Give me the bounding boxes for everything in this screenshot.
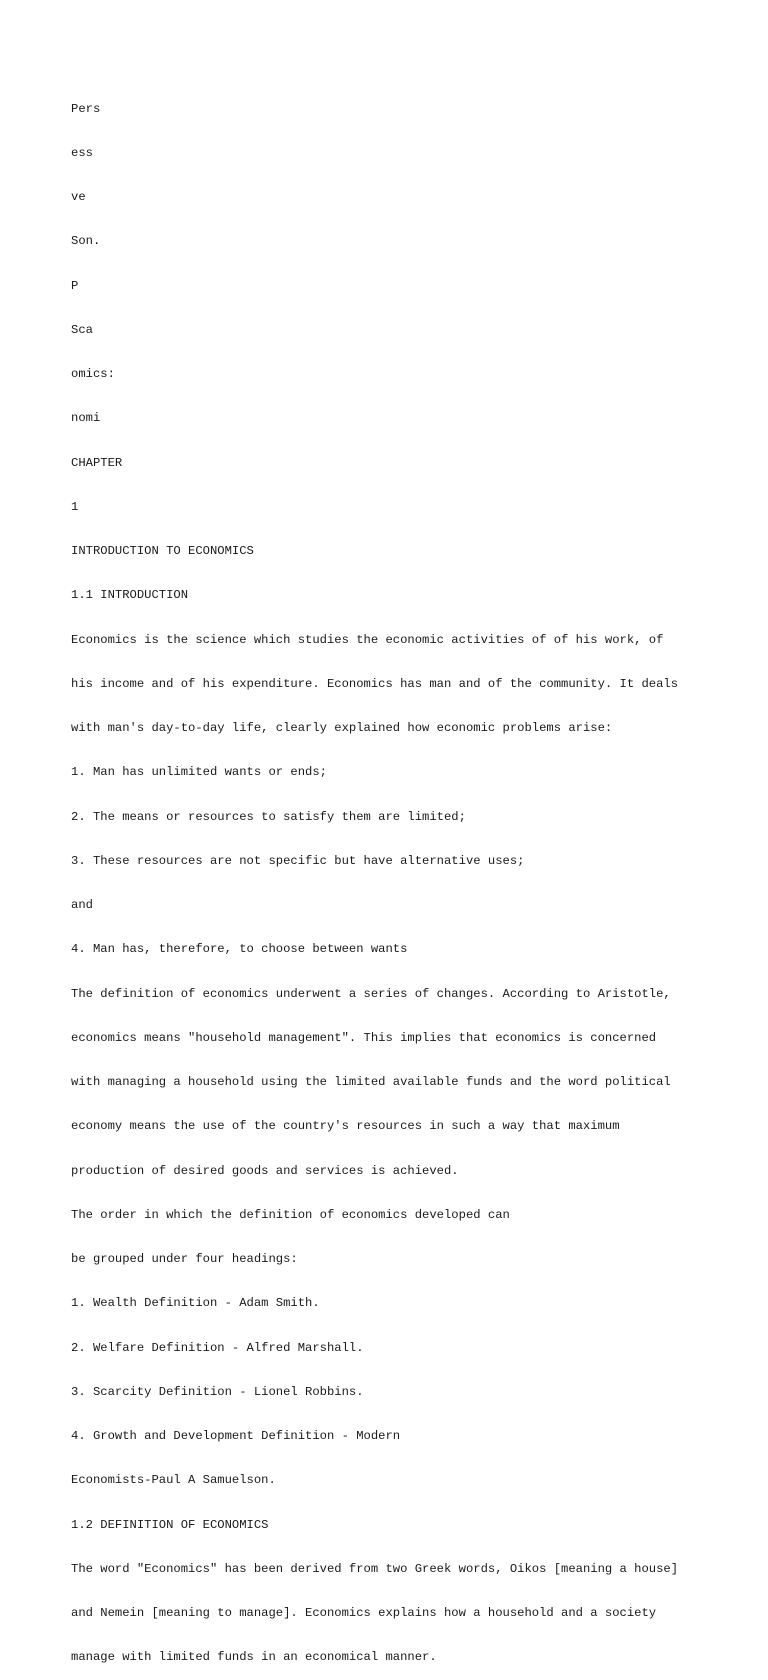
chapter-label: CHAPTER <box>71 455 123 470</box>
paragraph-line: The word "Economics" has been derived from two Greek words, Oikos [meaning a house] <box>71 1561 679 1576</box>
list-item: 4. Growth and Development Definition - Modern <box>71 1429 401 1443</box>
paragraph-line: production of desired goods and services is achieved. <box>71 1163 459 1178</box>
section-heading: 1.2 DEFINITION OF ECONOMICS <box>71 1517 269 1532</box>
paragraph-line: with managing a household using the limited available funds and the word political <box>71 1075 671 1089</box>
section-heading: 1.1 INTRODUCTION <box>71 588 189 603</box>
list-item: 4. Man has, therefore, to choose between wants <box>71 942 408 957</box>
paragraph-line: be grouped under four headings: <box>71 1252 298 1266</box>
list-item: 1. Man has unlimited wants or ends; <box>71 765 327 780</box>
list-item: 2. The means or resources to satisfy them are limited; <box>71 809 466 824</box>
chapter-number: 1 <box>71 499 79 514</box>
fragment-line: ve <box>71 190 86 204</box>
paragraph-line: Economics is the science which studies the economic activities of of his work, of <box>71 632 664 647</box>
fragment-line: Son. <box>71 234 101 249</box>
paragraph-line: and Nemein [meaning to manage]. Economics explains how a household and a society <box>71 1606 657 1620</box>
chapter-title: INTRODUCTION TO ECONOMICS <box>71 544 254 558</box>
paragraph-line: The definition of economics underwent a series of changes. According to Aristotle, <box>71 986 671 1001</box>
paragraph-line: The order in which the definition of economics developed can <box>71 1207 510 1222</box>
list-item: Economists-Paul A Samuelson. <box>71 1473 276 1488</box>
fragment-line: Sca <box>71 322 93 337</box>
paragraph-line: with man's day-to-day life, clearly explained how economic problems arise: <box>71 721 613 735</box>
paragraph-line: manage with limited funds in an economical manner. <box>71 1650 437 1665</box>
fragment-line: nomi <box>71 411 101 426</box>
fragment-line: P <box>71 278 79 293</box>
list-item: 2. Welfare Definition - Alfred Marshall. <box>71 1340 364 1355</box>
fragment-line: ess <box>71 145 93 160</box>
document-page <box>71 72 711 1680</box>
fragment-line: Pers <box>71 101 101 116</box>
fragment-line: omics: <box>71 367 115 381</box>
list-item: and <box>71 898 93 912</box>
list-item: 3. These resources are not specific but have alternative uses; <box>71 853 525 868</box>
paragraph-line: economy means the use of the country's resources in such a way that maximum <box>71 1119 620 1134</box>
list-item: 3. Scarcity Definition - Lionel Robbins. <box>71 1384 364 1399</box>
paragraph-line: his income and of his expenditure. Economics has man and of the community. It deals <box>71 676 679 691</box>
list-item: 1. Wealth Definition - Adam Smith. <box>71 1296 320 1311</box>
paragraph-line: economics means "household management". This implies that economics is concerned <box>71 1030 657 1045</box>
